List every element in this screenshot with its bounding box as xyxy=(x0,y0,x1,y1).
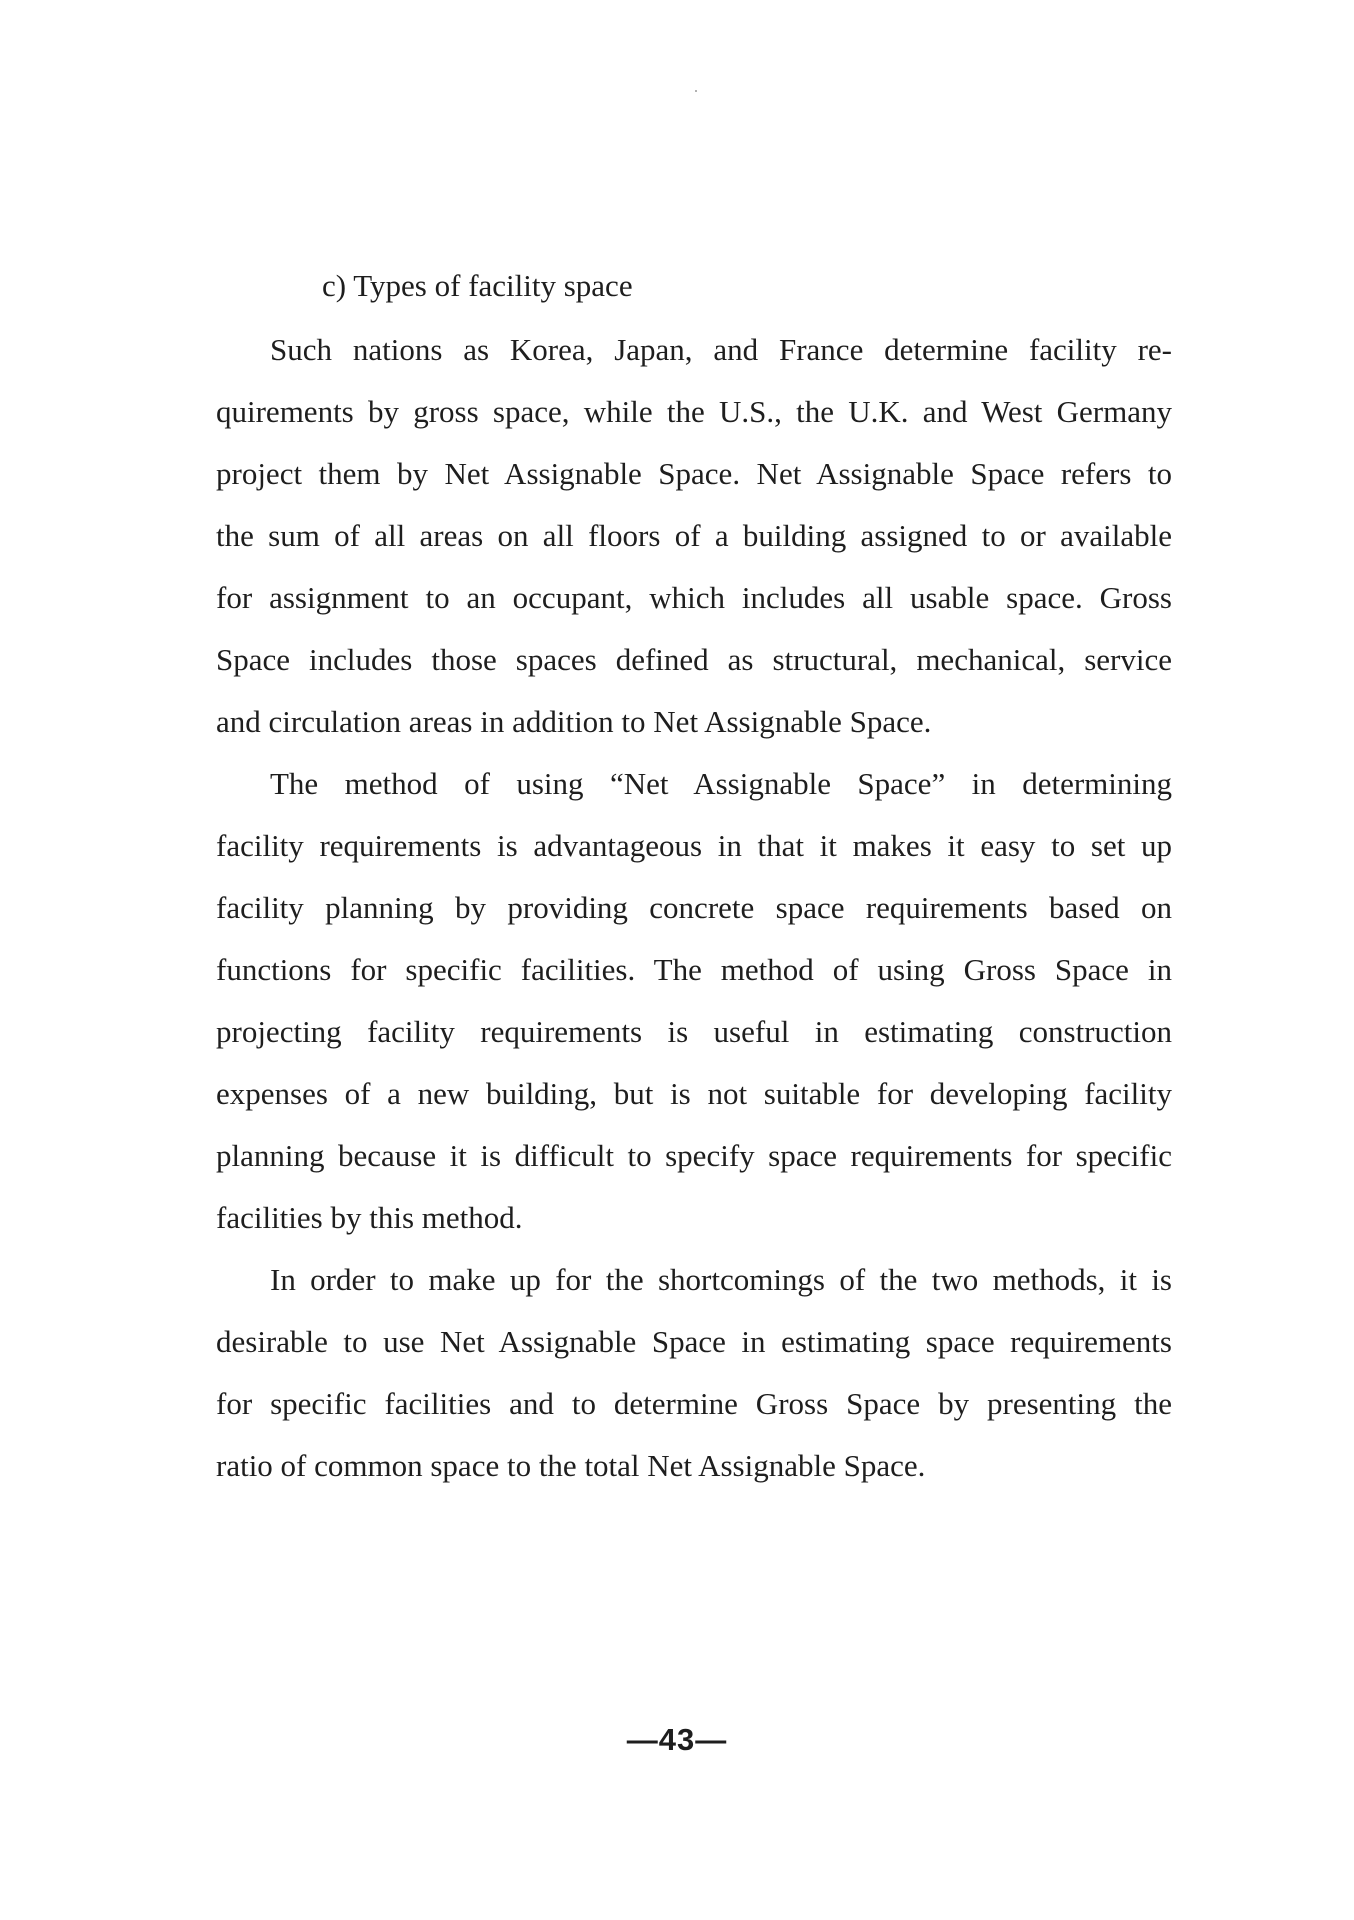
page-number: —43— xyxy=(626,1722,728,1757)
paragraph-line: quirements by gross space, while the U.S., the U.K. and West Germany xyxy=(216,394,1172,429)
paragraph-line: expenses of a new building, but is not suitable for developing facility xyxy=(216,1076,1172,1111)
paragraph-line: project them by Net Assignable Space. Net Assignable Space refers to xyxy=(216,456,1172,491)
section-heading: c) Types of facility space xyxy=(322,268,633,303)
scan-speck xyxy=(695,90,697,92)
paragraph-line: desirable to use Net Assignable Space in estimating space requirements xyxy=(216,1324,1172,1359)
paragraph-line: planning because it is difficult to specify space requirements for specific xyxy=(216,1138,1172,1173)
paragraph-line: facilities by this method. xyxy=(216,1200,523,1235)
paragraph-line: In order to make up for the shortcomings of the two methods, it is xyxy=(270,1262,1172,1297)
paragraph-line: the sum of all areas on all floors of a building assigned to or available xyxy=(216,518,1172,553)
paragraph-line: for specific facilities and to determine Gross Space by presenting the xyxy=(216,1386,1172,1421)
paragraph-line: functions for specific facilities. The method of using Gross Space in xyxy=(216,952,1172,987)
paragraph-line: facility planning by providing concrete space requirements based on xyxy=(216,890,1172,925)
paragraph-line: Such nations as Korea, Japan, and France determine facility re- xyxy=(270,332,1172,367)
paragraph-line: ratio of common space to the total Net Assignable Space. xyxy=(216,1448,926,1483)
paragraph-line: and circulation areas in addition to Net Assignable Space. xyxy=(216,704,932,739)
paragraph-line: facility requirements is advantageous in that it makes it easy to set up xyxy=(216,828,1172,863)
paragraph-line: Space includes those spaces defined as structural, mechanical, service xyxy=(216,642,1172,677)
paragraph-line: projecting facility requirements is useful in estimating construction xyxy=(216,1014,1172,1049)
paragraph-line: The method of using “Net Assignable Space” in determining xyxy=(270,766,1172,801)
paragraph-line: for assignment to an occupant, which includes all usable space. Gross xyxy=(216,580,1172,615)
